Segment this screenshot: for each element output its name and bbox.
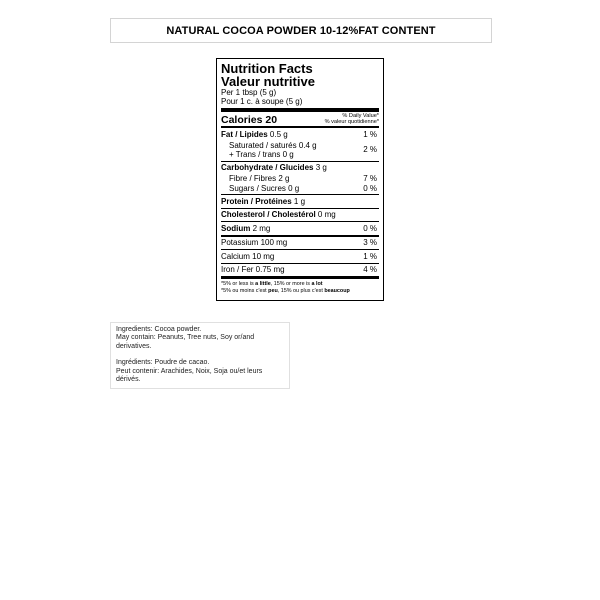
carb-row xyxy=(221,162,379,175)
footnote-en: *5% or less is a little, 15% or more is a lot xyxy=(221,281,323,287)
potassium-label: Potassium 100 mg xyxy=(221,238,288,247)
calcium-row xyxy=(221,250,379,263)
sodium-amount: 2 mg xyxy=(252,223,271,233)
sugars-label: Sugars / Sucres 0 g xyxy=(229,183,300,193)
sugars-pct: 0 % xyxy=(363,183,377,193)
nutrition-title-en: Nutrition Facts xyxy=(221,61,313,76)
iron-label: Iron / Fer 0.75 mg xyxy=(221,265,285,274)
product-title: NATURAL COCOA POWDER 10-12%FAT CONTENT xyxy=(166,24,436,37)
protein-label: Protein / Protéines xyxy=(221,196,292,206)
daily-value-header-en: % Daily Value* xyxy=(342,113,379,119)
nutrition-facts-table xyxy=(216,58,384,301)
fat-label: Fat / Lipides xyxy=(221,129,268,139)
daily-value-header-fr: % valeur quotidienne* xyxy=(324,119,379,125)
sat-trans-pct: 2 % xyxy=(363,145,377,155)
sodium-label: Sodium xyxy=(221,223,251,233)
allergens-en: May contain: Peanuts, Tree nuts, Soy or/and derivatives. xyxy=(116,334,255,350)
nutrition-title-fr: Valeur nutritive xyxy=(221,74,315,89)
calories-row xyxy=(221,112,379,126)
footnote-fr: *5% ou moins c'est peu, 15% ou plus c'est beaucoup xyxy=(221,288,350,294)
allergens-fr: Peut contenir: Arachides, Noix, Soja ou/et leurs dérivés. xyxy=(116,367,263,384)
serving-size-fr: Pour 1 c. à soupe (5 g) xyxy=(221,97,303,106)
protein-amount: 1 g xyxy=(293,196,306,206)
potassium-pct: 3 % xyxy=(363,238,377,247)
cholesterol-amount: 0 mg xyxy=(317,210,336,219)
cholesterol-row xyxy=(221,209,379,222)
carb-amount: 3 g xyxy=(315,163,327,172)
fat-row xyxy=(221,128,379,141)
cholesterol-label: Cholesterol / Cholestérol xyxy=(221,210,316,219)
calcium-pct: 1 % xyxy=(363,251,377,261)
fibre-pct: 7 % xyxy=(363,174,377,183)
potassium-row xyxy=(221,237,379,250)
protein-row xyxy=(221,195,379,208)
sodium-pct: 0 % xyxy=(363,223,377,233)
saturated-label: Saturated / saturés 0.4 g xyxy=(229,140,317,150)
fibre-row xyxy=(221,174,379,184)
product-title-bar xyxy=(110,18,492,43)
calcium-label: Calcium 10 mg xyxy=(221,251,275,261)
ingredients-box xyxy=(110,322,290,389)
ingredients-fr: Ingrédients: Poudre de cacao. xyxy=(116,359,210,367)
footnote xyxy=(221,281,379,295)
sugars-row xyxy=(221,184,379,195)
iron-pct: 4 % xyxy=(363,265,377,274)
calories-label: Calories 20 xyxy=(221,114,278,126)
trans-label: + Trans / trans 0 g xyxy=(229,150,294,159)
sodium-row xyxy=(221,222,379,235)
serving-size-en: Per 1 tbsp (5 g) xyxy=(221,88,277,97)
fat-pct: 1 % xyxy=(363,129,377,139)
thick-divider xyxy=(221,276,379,279)
fibre-label: Fibre / Fibres 2 g xyxy=(229,174,290,183)
iron-row xyxy=(221,264,379,277)
fat-amount: 0.5 g xyxy=(269,129,288,139)
daily-value-header xyxy=(325,113,379,126)
ingredients-en: Ingredients: Cocoa powder. xyxy=(116,326,202,333)
sat-trans-block xyxy=(221,141,379,161)
carb-label: Carbohydrate / Glucides xyxy=(221,163,314,172)
